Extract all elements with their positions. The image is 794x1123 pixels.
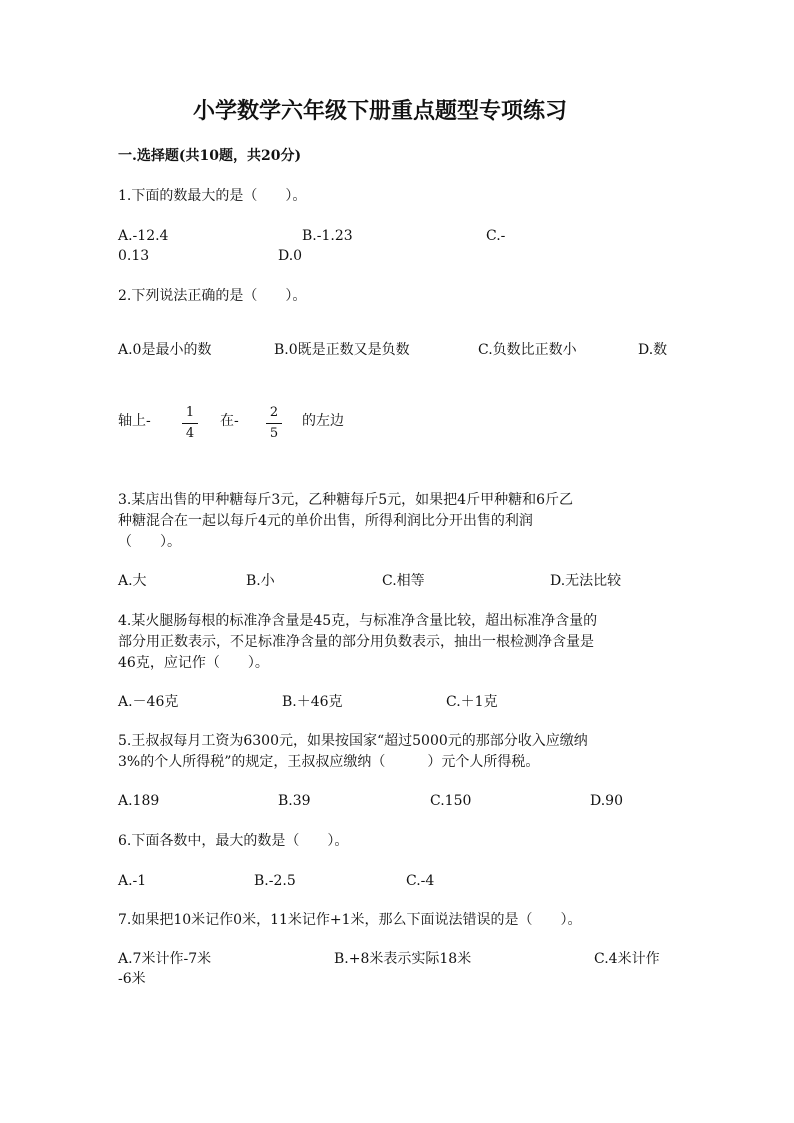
- q3-option-d: D.无法比较: [550, 573, 622, 589]
- q2-option-c: C.负数比正数小: [478, 342, 577, 358]
- question-2-stem: 2.下列说法正确的是（ ）。: [118, 288, 307, 304]
- q2-option-d: D.数: [638, 342, 668, 358]
- page-title: 小学数学六年级下册重点题型专项练习: [193, 98, 568, 124]
- q7-option-c-continued: -6米: [118, 971, 146, 987]
- q1-option-c: C.-: [486, 228, 506, 244]
- q7-option-b: B.+8米表示实际18米: [334, 951, 472, 967]
- question-3-stem-line-1: 3.某店出售的甲种糖每斤3元，乙种糖每斤5元，如果把4斤甲种糖和6斤乙: [118, 492, 573, 508]
- q2-option-d-prefix: 轴上-: [118, 413, 151, 429]
- section-heading: 一.选择题(共10题，共20分): [118, 148, 302, 164]
- q2-option-a: A.0是最小的数: [118, 342, 212, 358]
- q3-option-b: B.小: [246, 573, 275, 589]
- question-3-stem-line-2: 种糖混合在一起以每斤4元的单价出售，所得利润比分开出售的利润: [118, 513, 533, 529]
- question-3-stem-line-3: （ ）。: [118, 534, 181, 550]
- q5-option-a: A.189: [118, 793, 160, 809]
- q1-option-a: A.-12.4: [118, 228, 169, 244]
- q3-option-c: C.相等: [382, 573, 425, 589]
- q4-option-a: A.－46克: [118, 694, 179, 710]
- question-4-stem-line-2: 部分用正数表示，不足标准净含量的部分用负数表示，抽出一根检测净含量是: [118, 634, 594, 650]
- q6-option-c: C.-4: [406, 873, 435, 889]
- question-5-stem-line-2: 3%的个人所得税”的规定，王叔叔应缴纳（ ）元个人所得税。: [118, 754, 540, 770]
- q6-option-a: A.-1: [118, 873, 147, 889]
- question-4-stem-line-3: 46克，应记作（ ）。: [118, 655, 269, 671]
- q4-option-c: C.＋1克: [446, 694, 498, 710]
- q7-option-a: A.7米计作-7米: [118, 951, 212, 967]
- fraction-denominator: 4: [185, 426, 195, 441]
- q3-option-a: A.大: [118, 573, 147, 589]
- q5-option-b: B.39: [278, 793, 311, 809]
- q1-option-d: D.0: [278, 248, 303, 264]
- question-6-stem: 6.下面各数中，最大的数是（ ）。: [118, 833, 349, 849]
- q5-option-d: D.90: [590, 793, 623, 809]
- q4-option-b: B.＋46克: [282, 694, 343, 710]
- fraction-bar: [182, 423, 198, 424]
- q5-option-c: C.150: [430, 793, 472, 809]
- fraction-one-quarter: [182, 405, 198, 442]
- q2-option-b: B.0既是正数又是负数: [274, 342, 410, 358]
- q6-option-b: B.-2.5: [254, 873, 296, 889]
- fraction-numerator: 2: [269, 405, 279, 420]
- q1-option-c-continued: 0.13: [118, 248, 150, 264]
- question-1-stem: 1.下面的数最大的是（ ）。: [118, 188, 307, 204]
- q7-option-c: C.4米计作: [594, 951, 660, 967]
- question-7-stem: 7.如果把10米记作0米，11米记作+1米，那么下面说法错误的是（ ）。: [118, 912, 582, 928]
- fraction-bar: [266, 423, 282, 424]
- fraction-denominator: 5: [269, 426, 279, 441]
- q1-option-b: B.-1.23: [302, 228, 353, 244]
- fraction-numerator: 1: [185, 405, 195, 420]
- question-5-stem-line-1: 5.王叔叔每月工资为6300元，如果按国家“超过5000元的那部分收入应缴纳: [118, 733, 588, 749]
- fraction-two-fifths: [266, 405, 282, 442]
- q2-option-d-suffix: 的左边: [302, 413, 344, 429]
- q2-option-d-middle: 在-: [220, 413, 239, 429]
- question-4-stem-line-1: 4.某火腿肠每根的标准净含量是45克，与标准净含量比较，超出标准净含量的: [118, 613, 598, 629]
